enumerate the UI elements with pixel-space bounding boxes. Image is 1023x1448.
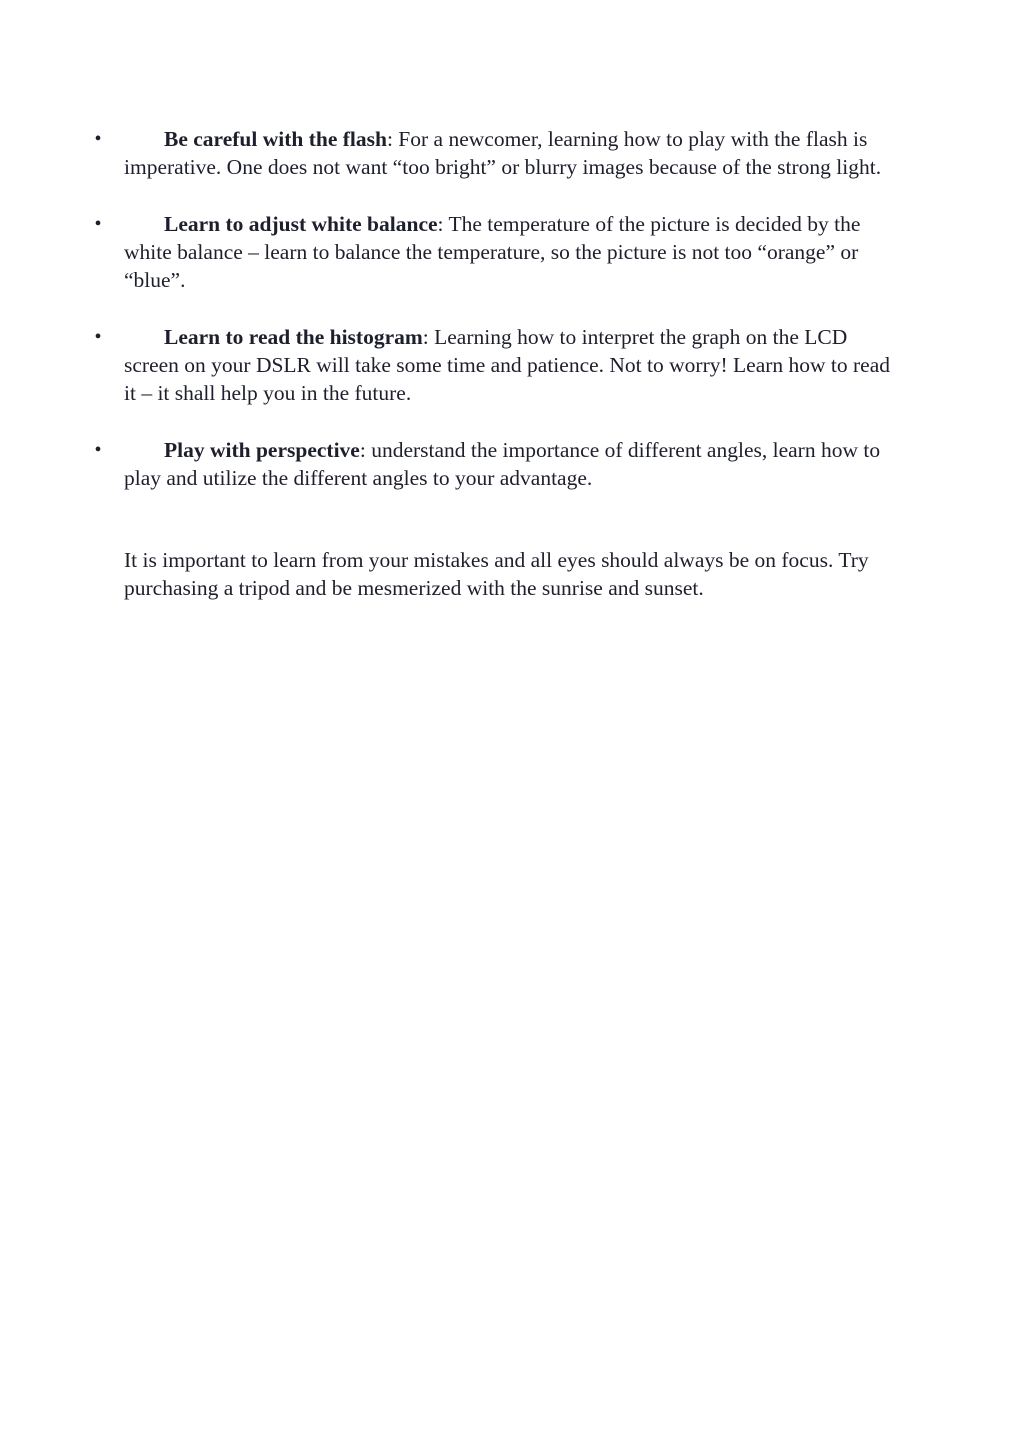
tip-body: : The temperature of the picture is decided by the white balance – learn to balance the temperature, so the picture is not too “orange” or “blue”. [124, 212, 861, 292]
bullet-icon: • [94, 326, 102, 348]
tips-list [0, 125, 1023, 521]
tip-body: : understand the importance of different angles, learn how to play and utilize the different angles to your advantage. [124, 438, 881, 490]
list-item [0, 436, 899, 492]
tip-heading: Learn to adjust white balance [164, 212, 438, 236]
tip-heading: Be careful with the flash [164, 127, 387, 151]
bullet-icon: • [94, 213, 102, 235]
bullet-icon: • [94, 439, 102, 461]
tip-body: : For a newcomer, learning how to play with the flash is imperative. One does not want “too bright” or blurry images because of the strong light. [124, 127, 882, 179]
tip-heading: Play with perspective [164, 438, 360, 462]
list-item [0, 125, 899, 181]
list-item [0, 210, 899, 294]
tip-body: : Learning how to interpret the graph on the LCD screen on your DSLR will take some time and patience. Not to worry! Learn how to read it – it shall help you in the future. [124, 325, 891, 405]
bullet-icon: • [94, 128, 102, 150]
list-item [0, 323, 899, 407]
closing-paragraph: It is important to learn from your mistakes and all eyes should always be on focus. Try purchasing a tripod and be mesmerized with the sunrise and sunset. [124, 548, 869, 600]
tip-heading: Learn to read the histogram [164, 325, 423, 349]
